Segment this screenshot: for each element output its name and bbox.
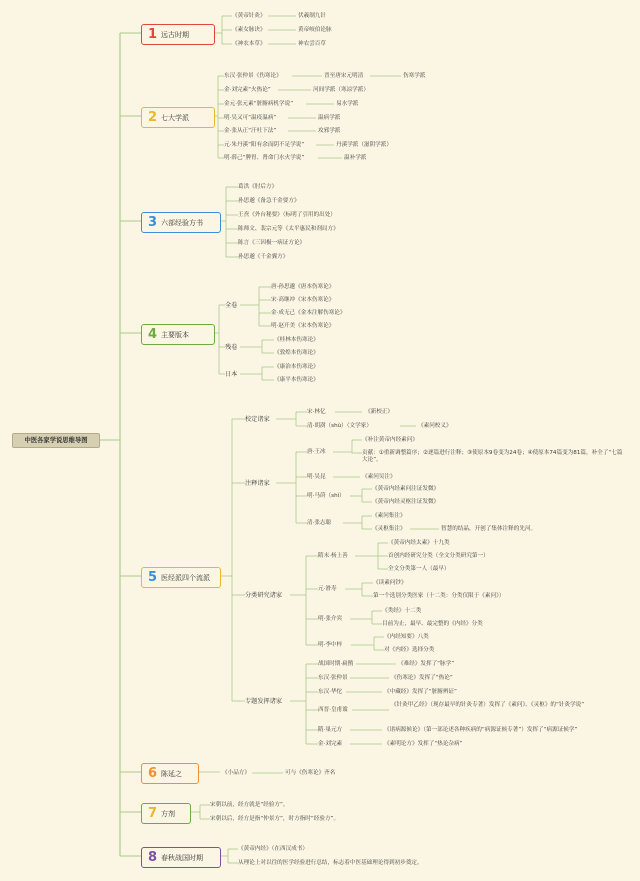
chapter-6-number: 6: [148, 766, 158, 781]
ch4-item: 宋·高继冲《宋本伤寒论》: [271, 297, 335, 303]
ch8-item: 从理论上对以往的医学经验进行总结，标志着中医基础理论得到初步奠定。: [238, 860, 423, 866]
ch5-what: 《素明论方》发挥了“热论杂病”: [384, 741, 463, 747]
ch5-who: 明·马莳（shì）: [307, 493, 345, 499]
ch5-what: 《素问校义》: [418, 423, 452, 429]
ch2-item: 元·朱丹溪“阳有余而阴不足学说”: [224, 142, 305, 148]
ch5-what: 《黄帝内经灵枢注证发微》: [372, 499, 440, 505]
chapter-2-label: 七大学派: [161, 113, 190, 122]
ch5-who: 隋·巢元方: [318, 727, 343, 733]
ch2-note: 攻邪学派: [318, 128, 341, 134]
ch4-item: 《桂林本伤寒论》: [274, 337, 319, 343]
chapter-3-node[interactable]: [141, 212, 221, 233]
ch2-item: 明·薛己“脾胃、肾命门水火学说”: [224, 155, 305, 161]
chapter-4-number: 4: [148, 327, 158, 342]
chapter-5-node[interactable]: [141, 567, 221, 588]
ch8-item: 《黄帝内经》（在西汉成书）: [238, 846, 308, 852]
ch2-note: 河间学派（寒凉学派）: [313, 87, 369, 93]
ch5-line: 首创内经研究分类（全文分类研究第一）: [388, 553, 489, 559]
ch5-group-label: 分类研究诸家: [245, 592, 283, 599]
ch1-item: 《素女脉诀》: [232, 27, 266, 33]
ch4-item: 唐·孙思邈《唐本伤寒论》: [271, 284, 335, 290]
root-title: 中医各家学说思维导图: [12, 433, 100, 448]
chapter-7-label: 方剂: [161, 809, 176, 818]
chapter-6-node[interactable]: [141, 763, 199, 784]
ch2-item: 东汉·张仲景《伤寒论》: [224, 73, 282, 79]
chapter-1-node[interactable]: [141, 24, 215, 45]
ch1-note: 伏羲制九针: [298, 13, 326, 19]
chapter-5-label: 医经派四个流派: [161, 573, 211, 582]
ch5-line: 全文分类第一人（最早）: [388, 566, 450, 572]
ch5-what: 《诸病源候论》（第一部论述各种疾病的“病源证候专著”）发挥了“病源证候学”: [384, 727, 578, 733]
ch1-item: 《黄帝针灸》: [232, 13, 266, 19]
chapter-4-node[interactable]: [141, 324, 215, 345]
ch2-note: 易水学派: [336, 101, 359, 107]
ch5-who: 宋·林亿: [307, 409, 326, 415]
ch2-note: 温补学派: [344, 155, 367, 161]
ch5-who: 东汉·华佗: [318, 689, 343, 695]
ch5-what: 《素问吴注》: [362, 474, 396, 480]
chapter-7-node[interactable]: [141, 803, 191, 824]
ch2-note2: 伤寒学派: [403, 73, 426, 79]
ch5-who: 唐·王冰: [307, 449, 326, 455]
ch5-what: 《灵枢集注》: [372, 526, 406, 532]
ch5-who: 明·吴昆: [307, 474, 326, 480]
chapter-8-number: 8: [148, 850, 158, 865]
chapter-1-label: 远古时期: [161, 30, 190, 39]
ch3-item: 王焘《外台秘要》（标明了引用的出处）: [238, 212, 336, 218]
ch1-note: 黄帝岐伯论脉: [298, 27, 332, 33]
ch5-who: 隋末·杨上善: [318, 553, 348, 559]
ch5-who: 明·李中梓: [318, 642, 343, 648]
ch5-what: 《新校正》: [365, 409, 393, 415]
ch1-item: 《神农本草》: [232, 41, 266, 47]
ch2-note: 晋至唐宋元明清: [324, 73, 364, 79]
ch4-group-label: 日本: [225, 371, 238, 378]
ch5-note: 智慧的结晶，开创了集体注释的先河。: [441, 526, 537, 532]
ch4-item: 《敦煌本伤寒论》: [274, 350, 319, 356]
ch6-item: 《小品方》: [222, 770, 250, 776]
chapter-8-label: 春秋战国时期: [161, 853, 204, 862]
ch5-who: 元·滑寿: [318, 586, 337, 592]
ch5-what: 《伤寒论》发挥了“热论”: [391, 675, 453, 681]
ch2-item: 金·张从正“汗吐下法”: [224, 128, 277, 134]
ch4-item: 《康治本伤寒论》: [274, 364, 319, 370]
ch5-group-label: 校定诸家: [245, 416, 270, 423]
ch3-item: 孙思邈《备急千金要方》: [238, 198, 300, 204]
ch3-item: 陈言《三因极一病证方论》: [238, 240, 306, 246]
ch2-item: 金元·张元素“脏腑病机学说”: [224, 101, 294, 107]
ch4-item: 明·赵开美《宋本伤寒论》: [271, 323, 335, 329]
ch5-line: 《类经》十二类: [382, 608, 422, 614]
ch4-group-label: 全卷: [225, 302, 238, 309]
ch5-who: 清·胡澍（shù）（文学家）: [307, 423, 372, 429]
ch5-who: 清·张志聪: [307, 520, 332, 526]
chapter-3-label: 六部经验方书: [161, 218, 204, 227]
ch2-note: 温病学派: [318, 115, 341, 121]
ch5-line: 《读素问钞》: [373, 580, 407, 586]
ch5-what: 《素问集注》: [372, 513, 406, 519]
chapter-3-number: 3: [148, 215, 158, 230]
chapter-6-label: 陈延之: [161, 769, 183, 778]
ch5-group-label: 注释诸家: [245, 480, 270, 487]
ch2-item: 金·刘完素“火热论”: [224, 87, 271, 93]
ch5-who: 东汉·张仲景: [318, 675, 348, 681]
chapter-5-number: 5: [148, 570, 158, 585]
ch2-item: 明·吴又可“温疫温病”: [224, 115, 277, 121]
ch5-line: 第一个选别分类医家（十二类：分类仅限于《素问》）: [373, 593, 505, 599]
ch5-line: 《黄帝内经太素》十九类: [388, 540, 450, 546]
ch3-item: 陈师文、裴宗元等《太平惠民和剂局方》: [238, 226, 339, 232]
chapter-8-node[interactable]: [141, 847, 221, 868]
ch5-group-label: 专题发挥诸家: [245, 698, 283, 705]
ch5-line: 目前为止，最早、最完整的《内经》分类: [382, 621, 483, 627]
ch6-note: 可与《伤寒论》齐名: [285, 770, 336, 776]
ch5-line: 《内经知要》八类: [384, 634, 429, 640]
ch5-who: 金·刘完素: [318, 741, 343, 747]
ch5-who: 明·张介宾: [318, 616, 343, 622]
ch5-what: 《难经》发挥了“脉学”: [398, 661, 455, 667]
chapter-7-number: 7: [148, 806, 158, 821]
ch5-line: 对《内经》选择分类: [384, 647, 435, 653]
ch4-item: 金·成无己《金本注解伤寒论》: [271, 310, 346, 316]
ch5-what: 《补注黄帝内经素问》: [362, 437, 418, 443]
ch5-detail: 贡献：①重新调整篇序；②逐篇进行注释；③使原本9卷变为24卷；④使原本74篇变为81篇，补全了“七篇大论”。: [362, 450, 623, 463]
ch3-item: 孙思邈《千金翼方》: [238, 254, 289, 260]
ch5-what: 《针灸甲乙经》（现存最早的针灸专著）发挥了《素问》、《灵枢》的“针灸学说”: [391, 702, 585, 708]
chapter-2-node[interactable]: [141, 107, 215, 128]
chapter-4-label: 主要版本: [161, 330, 190, 339]
chapter-1-number: 1: [148, 27, 158, 42]
ch3-item: 葛洪《肘后方》: [238, 184, 278, 190]
ch4-item: 《康平本伤寒论》: [274, 377, 319, 383]
ch5-what: 《黄帝内经素问注证发微》: [372, 486, 440, 492]
ch7-item: 宋朝以前，经方就是“经验方”。: [210, 802, 289, 808]
ch5-who: 西晋·皇甫谧: [318, 707, 348, 713]
chapter-2-number: 2: [148, 110, 158, 125]
ch4-group-label: 残卷: [225, 344, 238, 351]
ch5-what: 《中藏经》发挥了“脏腑辨证”: [384, 689, 457, 695]
ch5-who: 战国时期·扁鹊: [318, 661, 354, 667]
ch1-note: 神农尝百草: [298, 41, 326, 47]
ch2-note: 丹溪学派（滋阴学派）: [336, 142, 392, 148]
ch7-item: 宋朝以后，经方是指“仲景方”，时方指时“经验方”。: [210, 816, 340, 822]
